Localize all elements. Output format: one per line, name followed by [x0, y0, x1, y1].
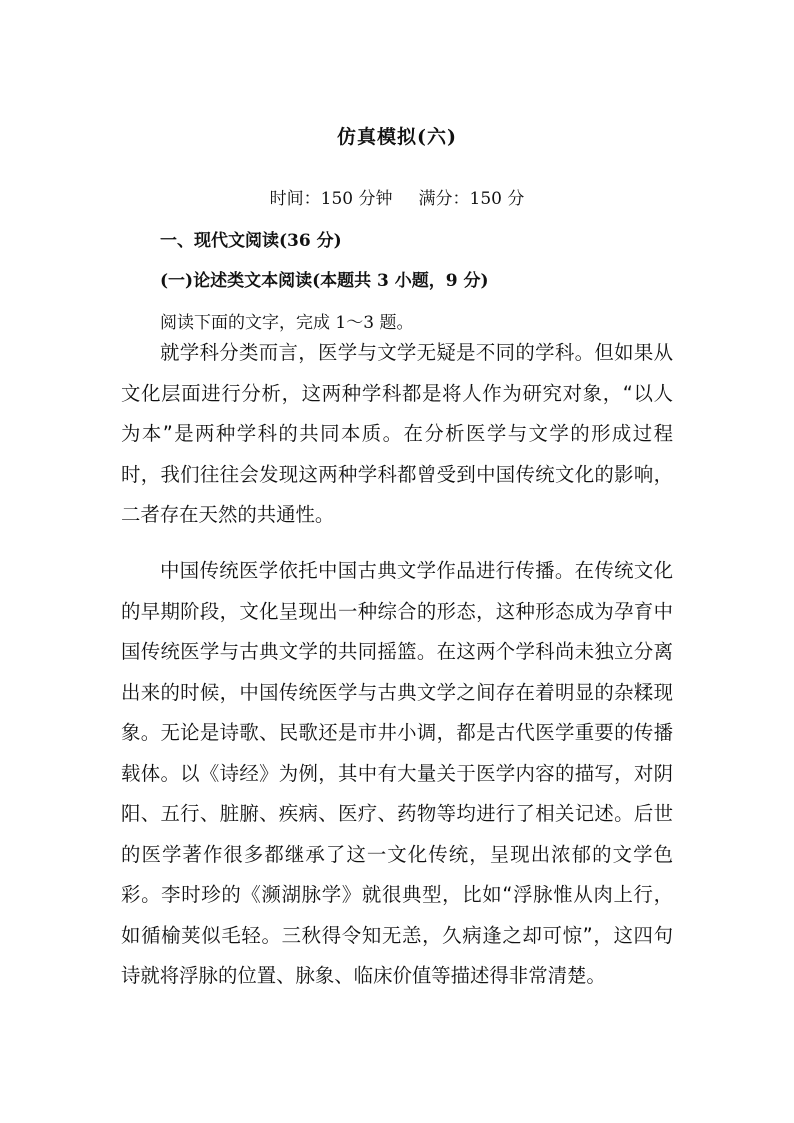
reading-instruction: 阅读下面的文字，完成 1～3 题。 — [160, 313, 414, 333]
full-score: 满分：150 分 — [418, 189, 525, 209]
section-heading-modern-reading: 一、现代文阅读(36 分) — [160, 231, 342, 251]
subsection-heading-argumentative: (一)论述类文本阅读(本题共 3 小题，9 分) — [160, 271, 489, 291]
passage-paragraph-2: 中国传统医学依托中国古典文学作品进行传播。在传统文化的早期阶段，文化呈现出一种综合的形态，这种形态成为孕育中国传统医学与古典文学的共同摇篮。在这两个学科尚未独立分离出来的时候，中国传统医学与古典文学之间存在着明显的杂糅现象。无论是诗歌、民歌还是市井小调，都是古代医学重要的传播载体。以《诗经》为例，其中有大量关于医学内容的描写，对阴阳、五行、脏腑、疾病、医疗、药物等均进行了相关记述。后世的医学著作很多都继承了这一文化传统，呈现出浓郁的文学色彩。李时珍的《濒湖脉学》就很典型，比如“浮脉惟从肉上行，如循榆荚似毛轻。三秋得令知无恙，久病逢之却可惊”，这四句诗就将浮脉的位置、脉象、临床价值等描述得非常清楚。 — [121, 559, 673, 987]
document-title: 仿真模拟(六) — [337, 126, 457, 148]
passage-paragraph-1: 就学科分类而言，医学与文学无疑是不同的学科。但如果从文化层面进行分析，这两种学科都是将人作为研究对象，“以人为本”是两种学科的共同本质。在分析医学与文学的形成过程时，我们往往会发现这两种学科都曾受到中国传统文化的影响，二者存在天然的共通性。 — [121, 341, 673, 526]
exam-meta — [0, 184, 794, 209]
time-limit: 时间：150 分钟 — [269, 189, 393, 209]
